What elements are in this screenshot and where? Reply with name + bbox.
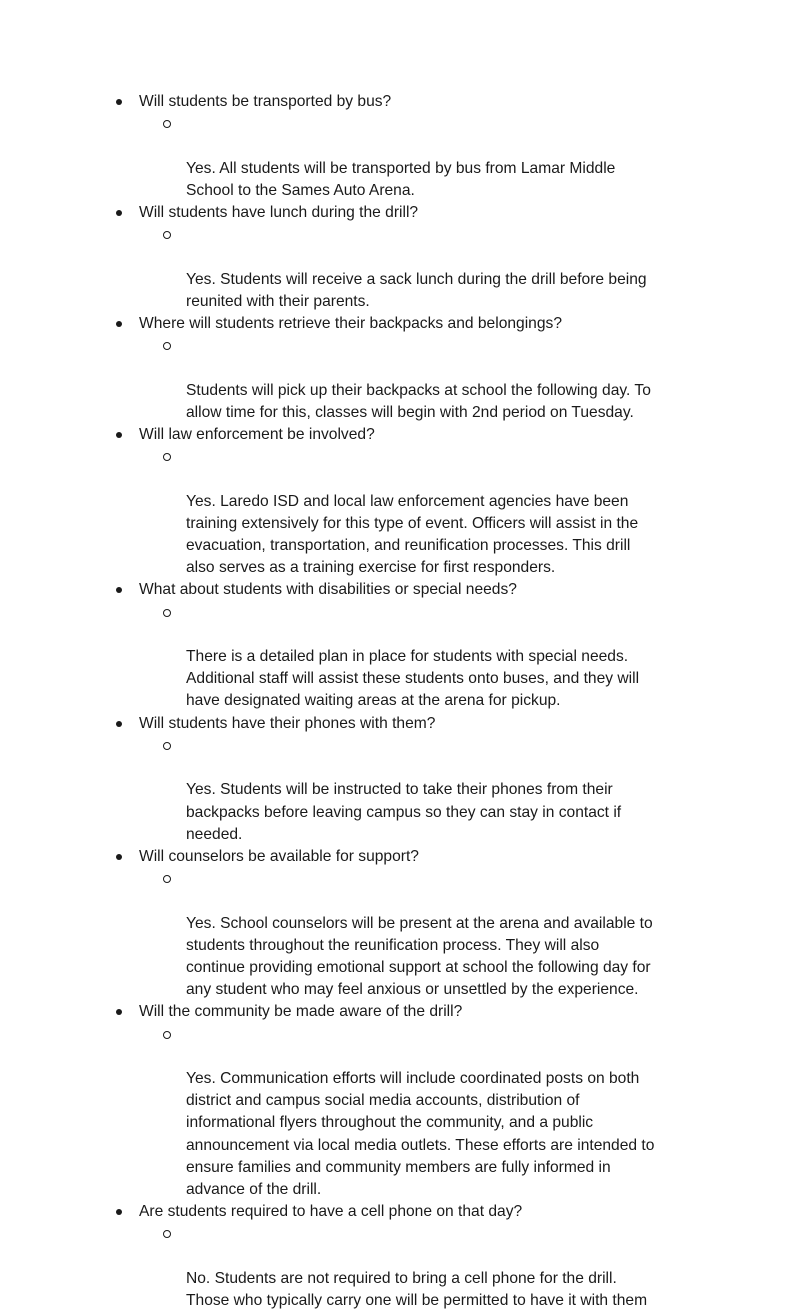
bullet-dot-icon xyxy=(116,432,122,438)
faq-item xyxy=(113,713,713,846)
faq-answer xyxy=(186,113,713,202)
faq-item xyxy=(113,91,713,202)
faq-answer-text: Yes. Students will be instructed to take their phones from their backpacks before leaving campus so they can stay in contact if needed. xyxy=(186,781,622,843)
faq-answer xyxy=(186,1223,713,1312)
bullet-dot-icon xyxy=(116,210,122,216)
faq-question: Will the community be made aware of the drill? xyxy=(139,1003,463,1021)
faq-answer-text: Yes. School counselors will be present at the arena and available to students throughout the reunification process. They will also continue providing emotional support at school the following day for any student who may feel anxious or unsettled by the experience. xyxy=(186,914,653,999)
faq-item xyxy=(113,202,713,313)
circle-bullet-icon xyxy=(163,342,171,350)
faq-question: Where will students retrieve their backpacks and belongings? xyxy=(139,315,562,333)
faq-answer-text: Yes. Laredo ISD and local law enforcement agencies have been training extensively for this type of event. Officers will assist in the evacuation, transportation, and reunification processes. This drill also serves as a training exercise for first responders. xyxy=(186,492,639,577)
bullet-dot-icon xyxy=(116,321,122,327)
circle-bullet-icon xyxy=(163,453,171,461)
bullet-dot-icon xyxy=(116,854,122,860)
faq-item xyxy=(113,313,713,424)
faq-item xyxy=(113,1201,713,1312)
faq-item xyxy=(113,579,713,712)
faq-list xyxy=(113,91,713,1312)
faq-item xyxy=(113,846,713,1001)
circle-bullet-icon xyxy=(163,742,171,750)
circle-bullet-icon xyxy=(163,120,171,128)
bullet-dot-icon xyxy=(116,99,122,105)
faq-answer xyxy=(186,446,713,579)
circle-bullet-icon xyxy=(163,1230,171,1238)
faq-item xyxy=(113,1001,713,1201)
faq-question: Will students have their phones with them? xyxy=(139,714,436,732)
faq-answer xyxy=(186,735,713,846)
bullet-dot-icon xyxy=(116,721,122,727)
faq-answer-text: No. Students are not required to bring a cell phone for the drill. Those who typically carry one will be permitted to have it with them xyxy=(186,1269,648,1309)
circle-bullet-icon xyxy=(163,875,171,883)
circle-bullet-icon xyxy=(163,609,171,617)
bullet-dot-icon xyxy=(116,1209,122,1215)
bullet-dot-icon xyxy=(116,1009,122,1015)
faq-answer-text: Yes. Communication efforts will include coordinated posts on both district and campus social media accounts, distribution of informational flyers throughout the community, and a public announcement via local media outlets. These efforts are intended to ensure families and community members are fully informed in advance of the drill. xyxy=(186,1069,655,1198)
circle-bullet-icon xyxy=(163,1031,171,1039)
faq-question: Will law enforcement be involved? xyxy=(139,426,375,444)
faq-answer-text: Students will pick up their backpacks at school the following day. To allow time for this, classes will begin with 2nd period on Tuesday. xyxy=(186,381,651,421)
faq-answer xyxy=(186,224,713,313)
faq-question: Will students be transported by bus? xyxy=(139,93,392,110)
faq-question: Will counselors be available for support? xyxy=(139,847,419,865)
faq-answer xyxy=(186,335,713,424)
bullet-dot-icon xyxy=(116,587,122,593)
faq-answer xyxy=(186,868,713,1001)
faq-answer xyxy=(186,602,713,713)
faq-answer xyxy=(186,1024,713,1202)
circle-bullet-icon xyxy=(163,231,171,239)
faq-answer-text: Yes. All students will be transported by bus from Lamar Middle School to the Sames Auto Arena. xyxy=(186,159,616,199)
faq-question: Will students have lunch during the drill? xyxy=(139,204,419,222)
faq-question: Are students required to have a cell phone on that day? xyxy=(139,1203,523,1221)
faq-answer-text: There is a detailed plan in place for students with special needs. Additional staff will assist these students onto buses, and they will have designated waiting areas at the arena for pickup. xyxy=(186,648,640,710)
faq-answer-text: Yes. Students will receive a sack lunch during the drill before being reunited with their parents. xyxy=(186,270,647,310)
faq-item xyxy=(113,424,713,579)
faq-question: What about students with disabilities or special needs? xyxy=(139,581,517,599)
